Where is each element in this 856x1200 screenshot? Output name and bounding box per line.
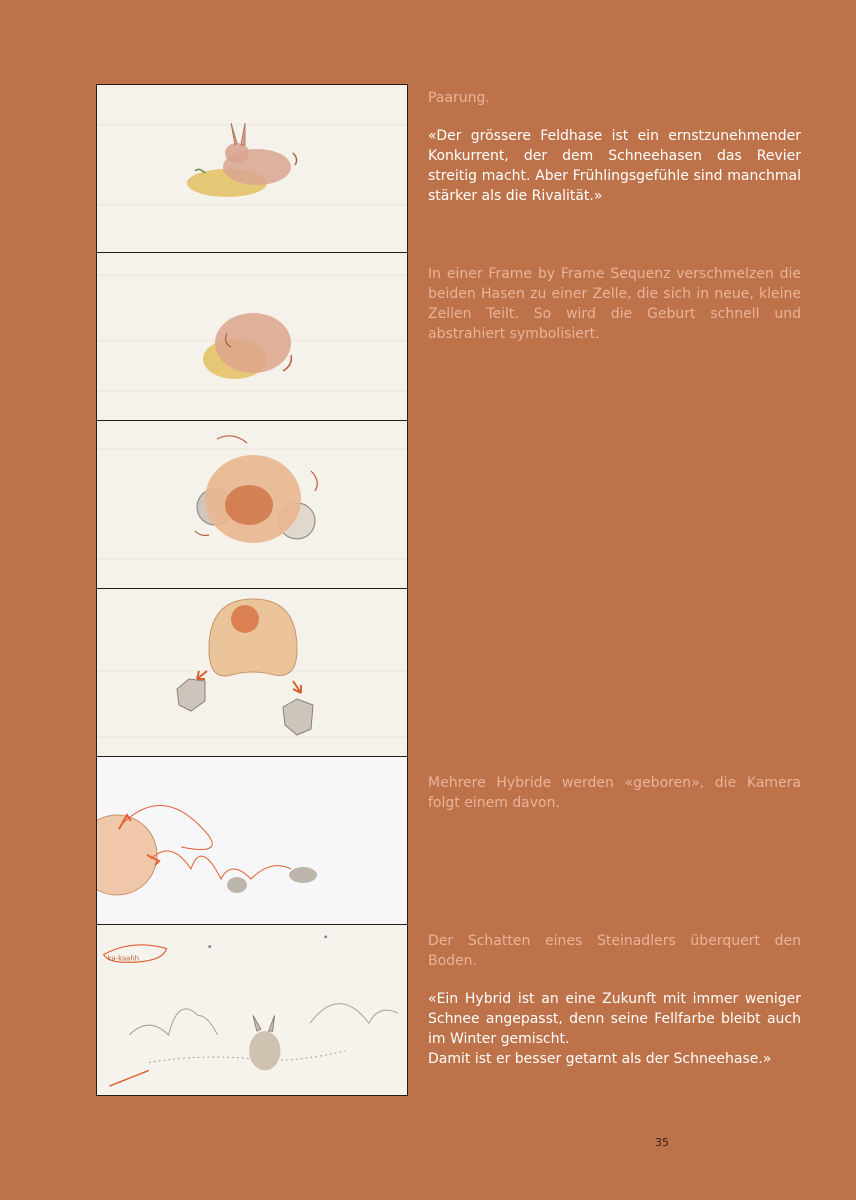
caption-rivalry-quote: «Der grössere Feldhase ist ein ernstzunehmender Konkurrent, der dem Schneehasen das Revier streitig macht. Aber Frühlingsgefühle sind manchmal stärker als die Rivalität.» xyxy=(428,128,801,204)
sketch-label: ka-kaahh xyxy=(107,954,140,963)
hares-merging-sketch xyxy=(97,253,407,420)
hybrids-bouncing-sketch xyxy=(97,757,407,924)
caption-hybrid-quote: «Ein Hybrid ist an eine Zukunft mit immer weniger Schnee angepasst, denn seine Fellfarbe bleibt auch im Winter gemischt. xyxy=(428,991,801,1047)
storyboard-frame-4 xyxy=(96,588,408,756)
storyboard-frames xyxy=(96,84,408,1096)
hybrid-in-snow-sketch xyxy=(97,925,407,1092)
storyboard-frame-6 xyxy=(96,924,408,1096)
caption-hybrid-quote-end: Damit ist er besser getarnt als der Schneehase.» xyxy=(428,1051,772,1067)
storyboard-frame-3 xyxy=(96,420,408,588)
caption-eagle-shadow: Der Schatten eines Steinadlers überquert den Boden. xyxy=(428,933,801,969)
storyboard-frame-5 xyxy=(96,756,408,924)
caption-hybrids-born: Mehrere Hybride werden «geboren», die Kamera folgt einem davon. xyxy=(428,775,801,811)
caption-mating: Paarung. xyxy=(428,90,490,106)
page-number: 35 xyxy=(655,1136,669,1149)
cells-splitting-sketch xyxy=(97,589,407,756)
caption-frame-by-frame: In einer Frame by Frame Sequenz verschmelzen die beiden Hasen zu einer Zelle, die sich in neue, kleine Zellen Teilt. So wird die Geburt schnell und abstrahiert symbolisiert. xyxy=(428,266,801,342)
storyboard-frame-1 xyxy=(96,84,408,252)
cell-division-sketch xyxy=(97,421,407,588)
hares-mating-sketch xyxy=(97,85,407,252)
storyboard-frame-2 xyxy=(96,252,408,420)
